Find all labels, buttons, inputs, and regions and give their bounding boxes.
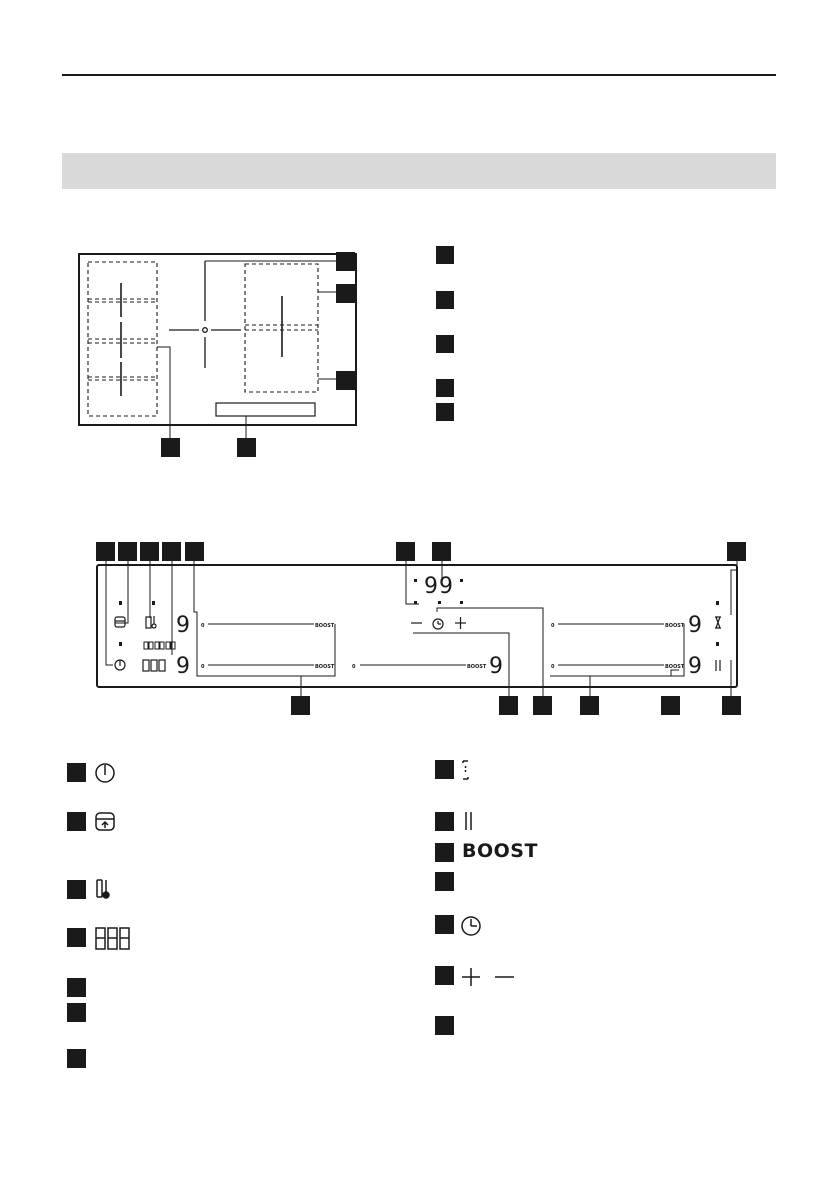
callout-marker	[140, 542, 159, 561]
zone-min-label: 0	[551, 623, 555, 629]
zone-boost-label: BOOST	[315, 664, 335, 670]
legend-marker	[435, 966, 454, 985]
legend-marker	[67, 1003, 86, 1022]
zone-min-label: 0	[201, 664, 205, 670]
zone-min-label: 0	[551, 664, 555, 670]
legend-marker	[436, 291, 454, 309]
zone-boost-label: BOOST	[665, 664, 685, 670]
legend-marker	[67, 1049, 86, 1068]
callout-marker	[533, 696, 552, 715]
legend-marker	[435, 1016, 454, 1035]
zone-min-label: 0	[201, 623, 205, 629]
legend-marker	[435, 915, 454, 934]
zone-boost-label: BOOST	[467, 664, 487, 670]
callout-marker	[291, 696, 310, 715]
callout-marker	[336, 371, 355, 390]
legend-marker	[436, 403, 454, 421]
callout-marker	[162, 542, 181, 561]
callout-marker	[185, 542, 204, 561]
legend-marker	[435, 843, 454, 862]
zone-boost-label: BOOST	[315, 623, 335, 629]
zone-level-digit: 9	[176, 613, 190, 638]
zone-level-digit: 9	[688, 613, 702, 638]
callout-marker	[237, 438, 256, 457]
legend-marker	[67, 880, 86, 899]
zone-level-digit: 9	[489, 654, 503, 679]
legend-marker	[436, 379, 454, 397]
legend-marker	[436, 335, 454, 353]
center-crosshair	[169, 261, 241, 368]
callout-marker	[499, 696, 518, 715]
zone-min-label: 0	[352, 664, 356, 670]
callout-marker	[336, 284, 355, 303]
callout-marker	[722, 696, 741, 715]
zone-level-digit: 9	[688, 654, 702, 679]
legend-marker	[435, 812, 454, 831]
timer-display: 99	[424, 574, 454, 599]
legend-marker	[436, 246, 454, 264]
legend-marker	[67, 812, 86, 831]
callout-marker	[161, 438, 180, 457]
callout-marker	[432, 542, 451, 561]
legend-marker	[67, 928, 86, 947]
control-panel-area	[216, 403, 315, 416]
callout-marker	[336, 252, 355, 271]
legend-marker	[67, 763, 86, 782]
left-cooking-zones	[88, 262, 157, 416]
legend-marker	[67, 978, 86, 997]
callout-marker	[96, 542, 115, 561]
zone-boost-label: BOOST	[665, 623, 685, 629]
callout-marker	[727, 542, 746, 561]
legend-marker	[435, 872, 454, 891]
callout-marker	[118, 542, 137, 561]
callout-marker	[580, 696, 599, 715]
callout-marker	[661, 696, 680, 715]
boost-label: BOOST	[462, 840, 538, 862]
legend-marker	[435, 760, 454, 779]
zone-level-digit: 9	[176, 654, 190, 679]
callout-marker	[396, 542, 415, 561]
